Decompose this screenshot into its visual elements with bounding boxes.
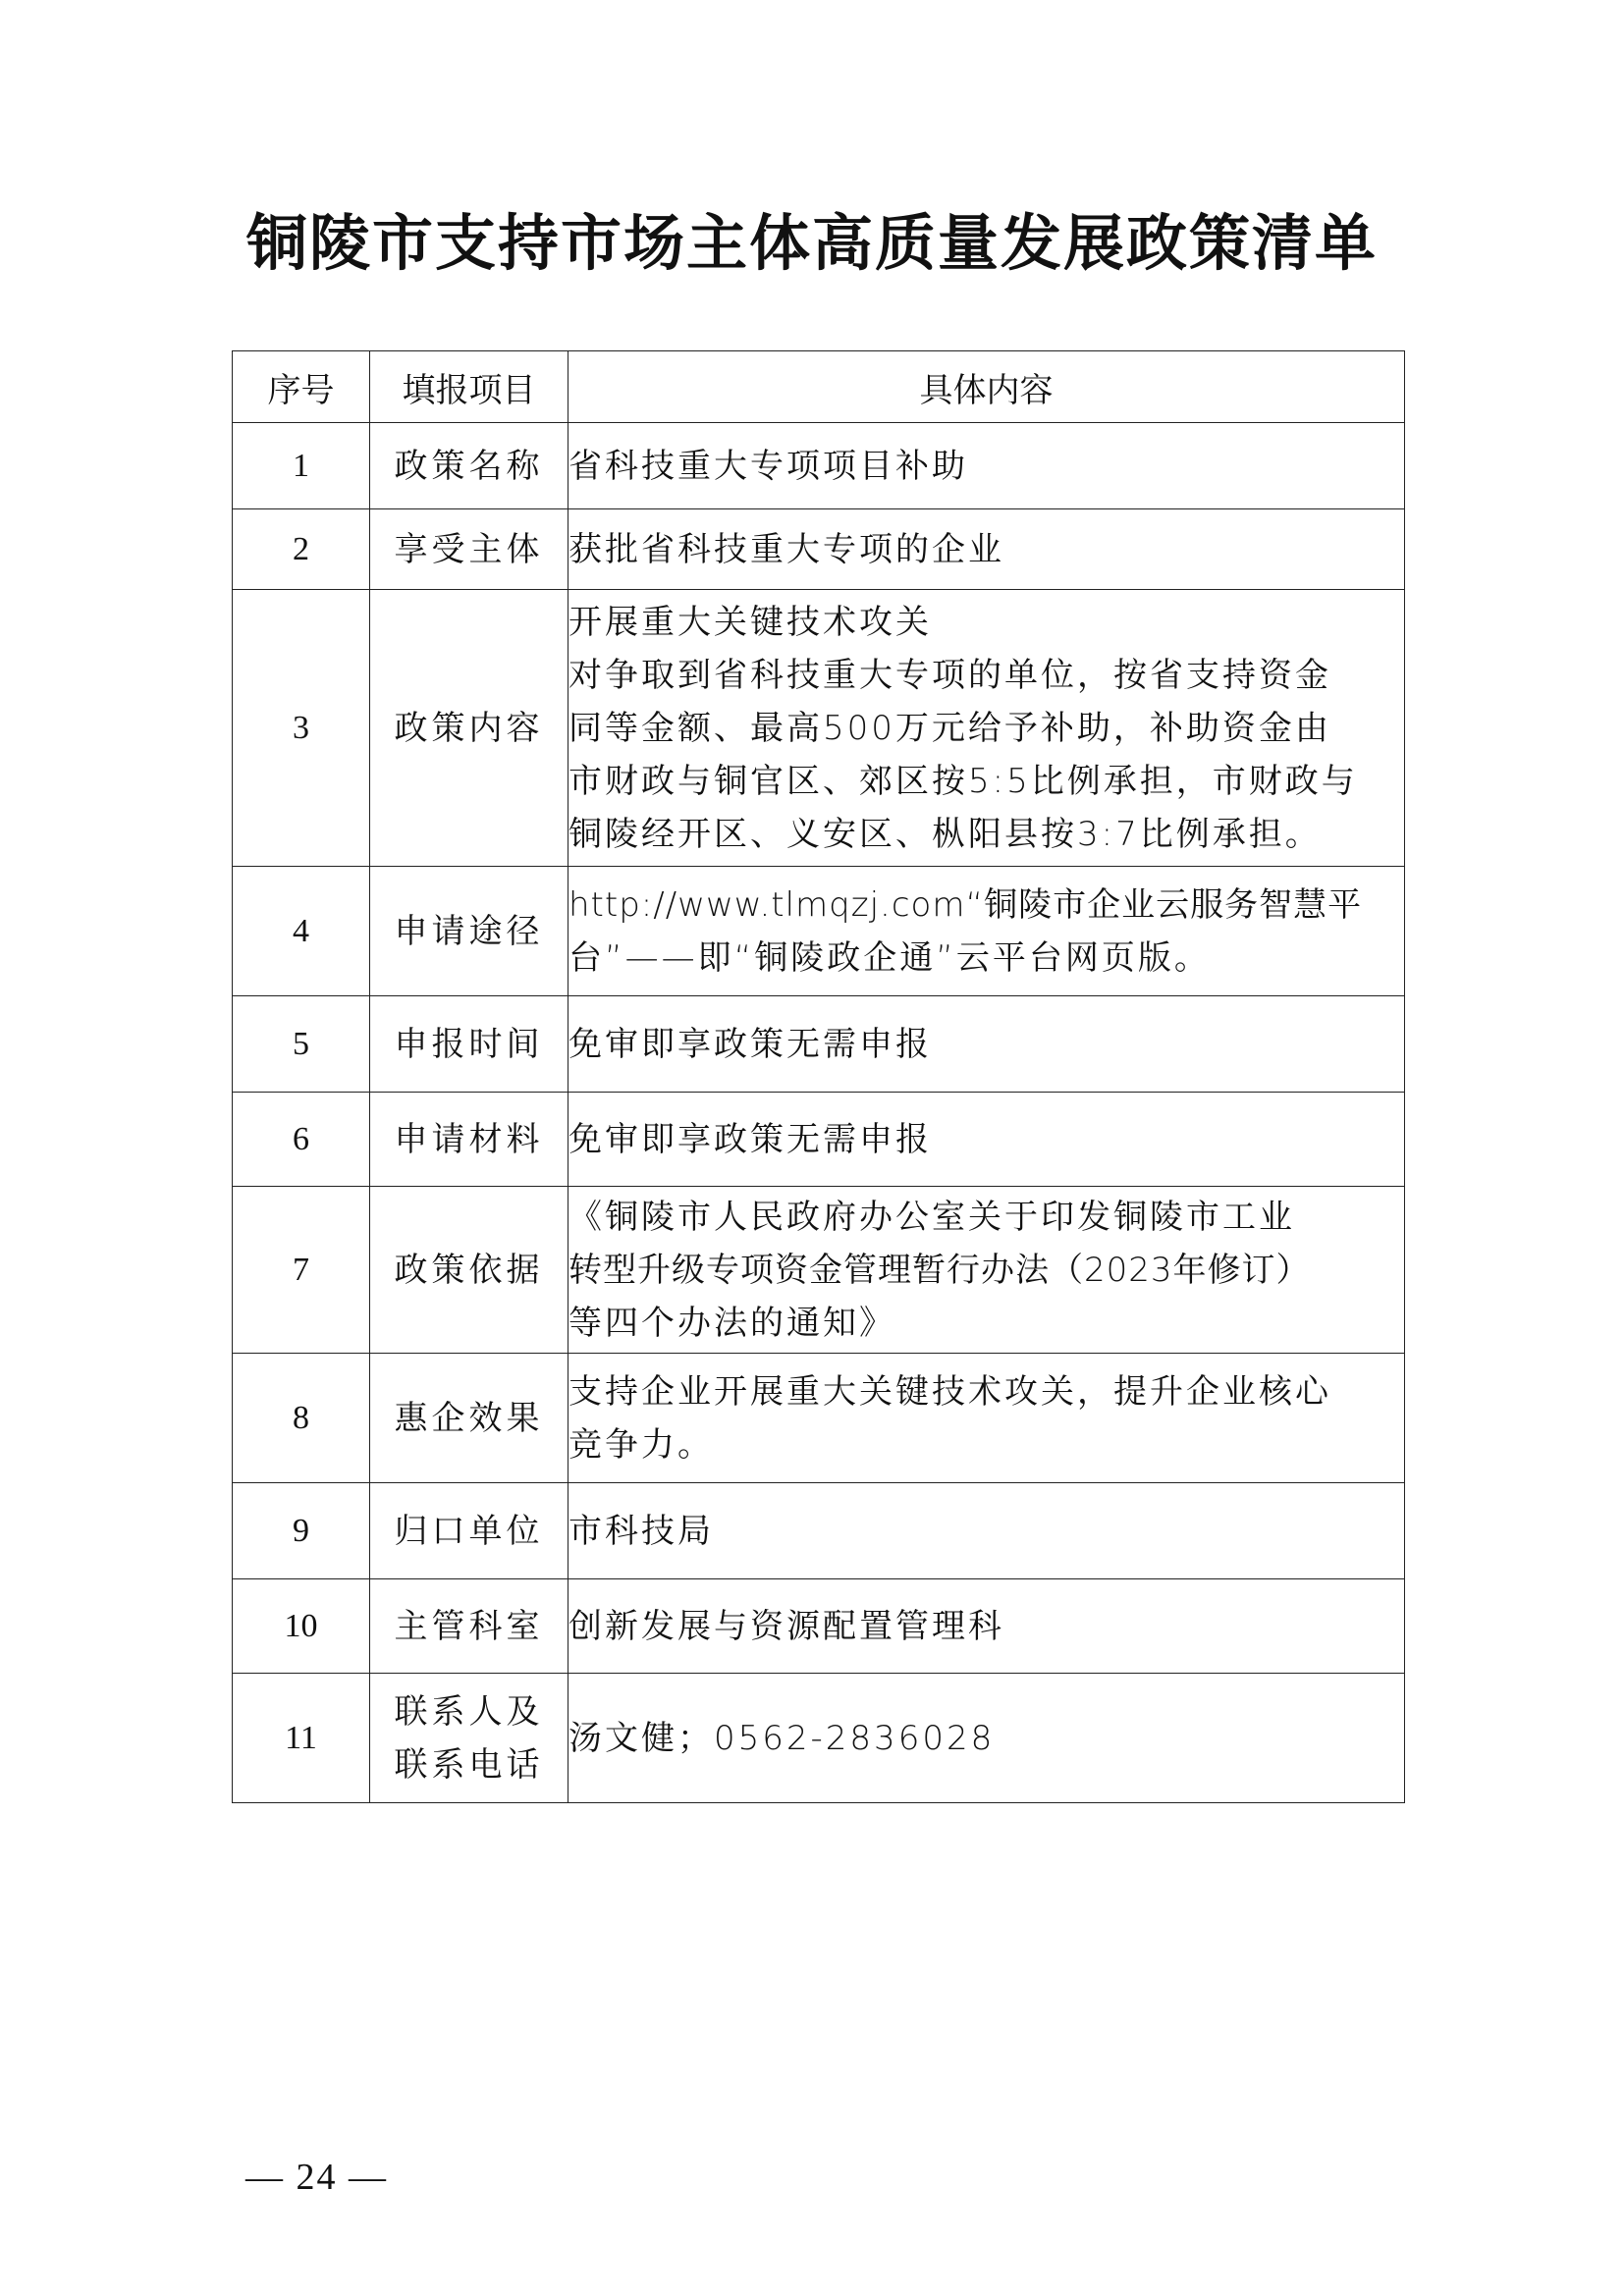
- header-serial-number: 序号: [233, 351, 370, 423]
- row-item: [370, 1354, 568, 1483]
- row-number: 6: [233, 1093, 370, 1187]
- document-title: 铜陵市支持市场主体高质量发展政策清单: [245, 207, 1378, 279]
- row-item: [370, 867, 568, 996]
- row-content-line: 市科技局: [568, 1511, 714, 1551]
- table-row: [233, 590, 1405, 867]
- table-row: [233, 996, 1405, 1093]
- row-item-line: 政策名称: [394, 446, 544, 486]
- row-item-line: 申请途径: [394, 911, 544, 951]
- table-row: [233, 867, 1405, 996]
- policy-table: [232, 350, 1405, 1803]
- header-item: 填报项目: [370, 351, 568, 423]
- row-content-line: http://www.tlmqzj.com“铜陵市企业云服务智慧平: [568, 884, 1363, 925]
- row-item-line: 申报时间: [394, 1024, 544, 1064]
- row-number: 11: [233, 1674, 370, 1803]
- row-content-line: 同等金额、最高500万元给予补助，补助资金由: [568, 708, 1331, 748]
- row-item-line: 归口单位: [394, 1511, 544, 1551]
- row-content-line: 免审即享政策无需申报: [568, 1024, 932, 1064]
- row-item-line: 主管科室: [394, 1606, 544, 1646]
- row-content: [568, 996, 1405, 1093]
- row-item-line: 申请材料: [394, 1119, 544, 1159]
- row-content-line: 《铜陵市人民政府办公室关于印发铜陵市工业: [568, 1197, 1295, 1237]
- row-content: [568, 1093, 1405, 1187]
- row-number: 8: [233, 1354, 370, 1483]
- row-content: [568, 1187, 1405, 1354]
- row-number: 3: [233, 590, 370, 867]
- row-item-line: 政策依据: [394, 1250, 544, 1290]
- row-content-line: 等四个办法的通知》: [568, 1303, 895, 1343]
- table-row: [233, 1674, 1405, 1803]
- row-item: [370, 509, 568, 590]
- row-content-line: 开展重大关键技术攻关: [568, 602, 932, 642]
- row-item: [370, 1093, 568, 1187]
- row-content-line: 获批省科技重大专项的企业: [568, 529, 1004, 569]
- row-content: [568, 423, 1405, 509]
- row-number: 9: [233, 1483, 370, 1579]
- row-content: [568, 1354, 1405, 1483]
- row-content-line: 创新发展与资源配置管理科: [568, 1606, 1004, 1646]
- page-number: — 24 —: [245, 2157, 388, 2198]
- table-header-row: [233, 351, 1405, 423]
- row-item-line: 享受主体: [394, 529, 544, 569]
- row-item: [370, 423, 568, 509]
- row-content: [568, 590, 1405, 867]
- table-body: [233, 423, 1405, 1803]
- row-content-line: 台”——即“铜陵政企通”云平台网页版。: [568, 937, 1211, 978]
- row-item: [370, 1483, 568, 1579]
- row-number: 5: [233, 996, 370, 1093]
- table-row: [233, 423, 1405, 509]
- row-item: [370, 1674, 568, 1803]
- row-item-line: 惠企效果: [394, 1398, 544, 1438]
- row-content-line: 市财政与铜官区、郊区按5:5比例承担，市财政与: [568, 761, 1358, 801]
- table-row: [233, 1354, 1405, 1483]
- row-content: [568, 1579, 1405, 1674]
- row-content-line: 对争取到省科技重大专项的单位，按省支持资金: [568, 655, 1331, 695]
- row-content-line: 省科技重大专项项目补助: [568, 446, 968, 486]
- table-row: [233, 1579, 1405, 1674]
- row-content: [568, 867, 1405, 996]
- row-number: 2: [233, 509, 370, 590]
- row-content-line: 汤文健；0562-2836028: [568, 1718, 996, 1758]
- row-content-line: 竞争力。: [568, 1424, 714, 1465]
- row-content-line: 免审即享政策无需申报: [568, 1119, 932, 1159]
- row-number: 4: [233, 867, 370, 996]
- row-content: [568, 1674, 1405, 1803]
- row-item-line: 政策内容: [394, 708, 544, 748]
- row-content: [568, 509, 1405, 590]
- table-row: [233, 1093, 1405, 1187]
- row-item: [370, 590, 568, 867]
- row-content-line: 转型升级专项资金管理暂行办法（2023年修订）: [568, 1250, 1311, 1290]
- row-item-line: 联系电话: [394, 1744, 544, 1785]
- row-number: 1: [233, 423, 370, 509]
- row-item: [370, 996, 568, 1093]
- row-item-line: 联系人及: [394, 1691, 544, 1732]
- row-number: 7: [233, 1187, 370, 1354]
- row-content-line: 支持企业开展重大关键技术攻关，提升企业核心: [568, 1371, 1331, 1412]
- table-row: [233, 1187, 1405, 1354]
- row-content-line: 铜陵经开区、义安区、枞阳县按3:7比例承担。: [568, 814, 1322, 854]
- table-row: [233, 1483, 1405, 1579]
- row-item: [370, 1187, 568, 1354]
- header-content: 具体内容: [568, 351, 1405, 423]
- row-content: [568, 1483, 1405, 1579]
- table-row: [233, 509, 1405, 590]
- row-item: [370, 1579, 568, 1674]
- row-number: 10: [233, 1579, 370, 1674]
